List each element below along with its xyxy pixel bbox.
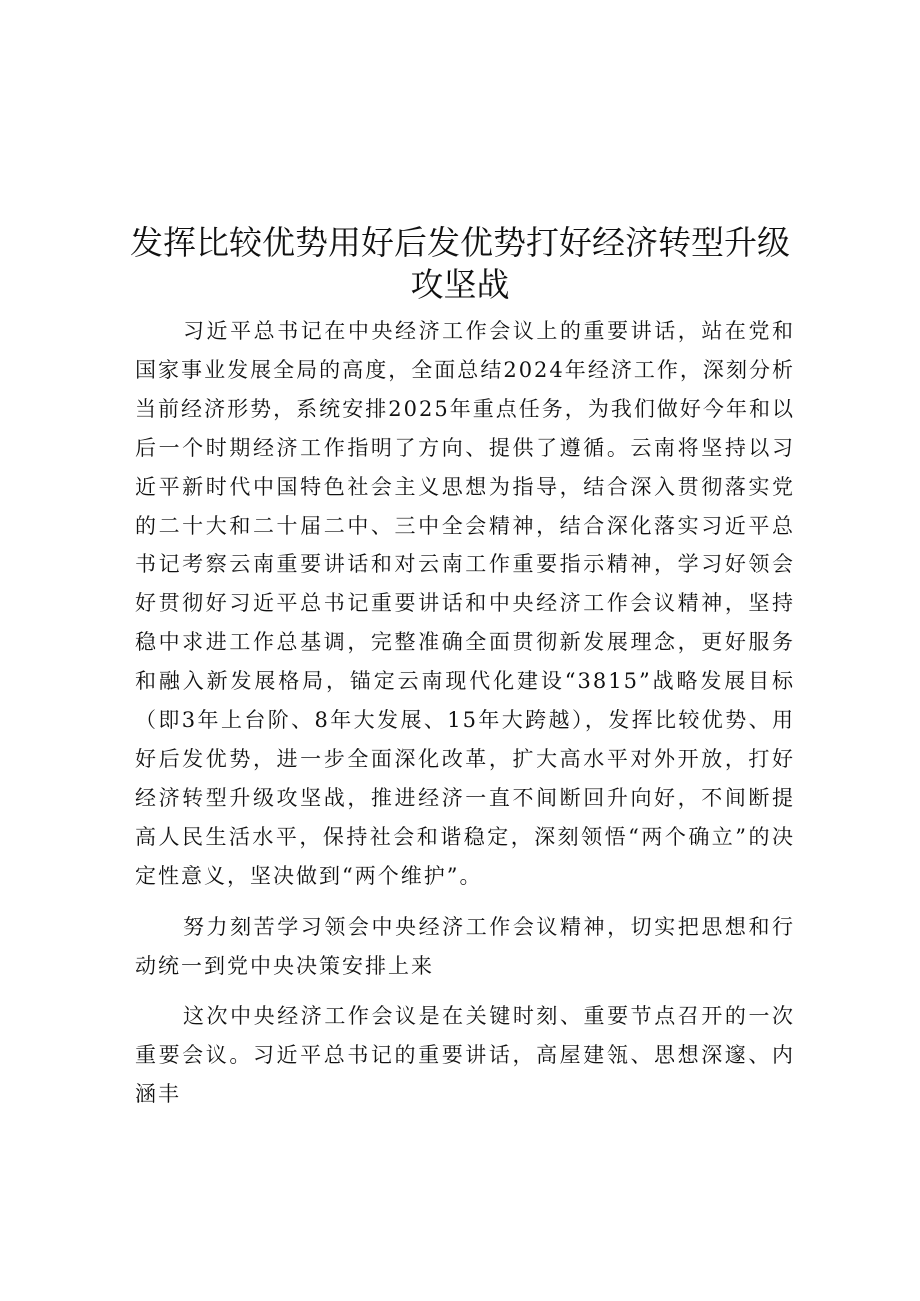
- title-line-2: 攻坚战: [410, 265, 510, 304]
- section-heading-1: 努力刻苦学习领会中央经济工作会议精神，切实把思想和行动统一到党中央决策安排上来: [135, 914, 795, 978]
- body-paragraph-section-1: 这次中央经济工作会议是在关键时刻、重要节点召开的一次重要会议。习近平总书记的重要讲话，高屋建瓴、思想深邃、内涵丰: [135, 1004, 795, 1107]
- body-paragraph-intro: 习近平总书记在中央经济工作会议上的重要讲话，站在党和国家事业发展全局的高度，全面总结2024年经济工作，深刻分析当前经济形势，系统安排2025年重点任务，为我们做好今年和以后一个时期经济工作指明了方向、提供了遵循。云南将坚持以习近平新时代中国特色社会主义思想为指导，结合深入贯彻落实党的二十大和二十届二中、三中全会精神，结合深化落实习近平总书记考察云南重要讲话和对云南工作重要指示精神，学习好领会好贯彻好习近平总书记重要讲话和中央经济工作会议精神，坚持稳中求进工作总基调，完整准确全面贯彻新发展理念，更好服务和融入新发展格局，锚定云南现代化建设“3815”战略发展目标（即3年上台阶、8年大发展、15年大跨越），发挥比较优势、用好后发优势，进一步全面深化改革，扩大高水平对外开放，打好经济转型升级攻坚战，推进经济一直不间断回升向好，不间断提高人民生活水平，保持社会和谐稳定，深刻领悟“两个确立”的决定性意义，坚决做到“两个维护”。: [135, 319, 795, 888]
- title-line-1: 发挥比较优势用好后发优势打好经济转型升级: [130, 223, 790, 262]
- document-body: [135, 312, 795, 1114]
- document-title: [120, 222, 800, 306]
